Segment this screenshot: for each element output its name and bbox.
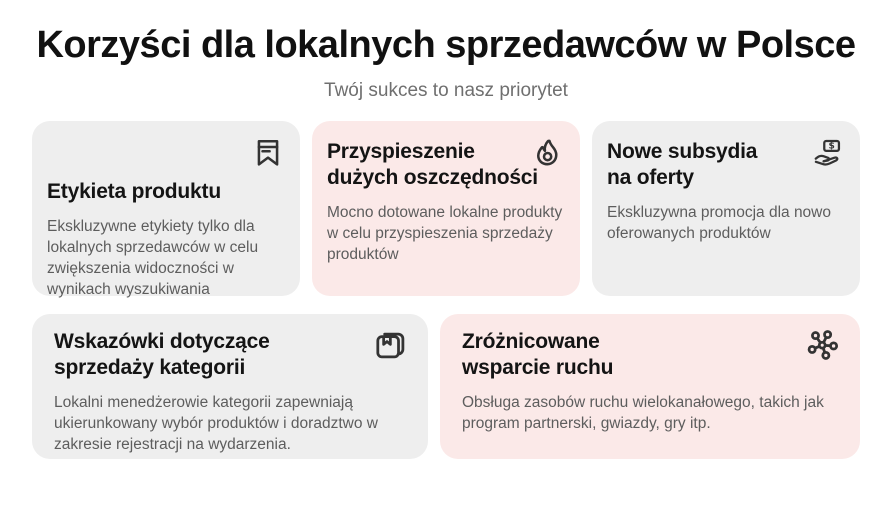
- card-product-label: [32, 121, 300, 296]
- page-subtitle: Twój sukces to nasz priorytet: [324, 79, 568, 101]
- card-body: Ekskluzywne etykiety tylko dla lokalnych sprzedawców w celu zwiększenia widoczności w wynikach wyszukiwania: [47, 217, 259, 298]
- package-book-icon: [373, 328, 408, 363]
- network-nodes-icon: [805, 328, 840, 363]
- card-title: Wskazówki dotyczące sprzedaży kategorii: [54, 329, 270, 379]
- cards-row-bottom: [32, 314, 860, 459]
- flame-icon: [532, 137, 564, 169]
- card-body: Ekskluzywna promocja dla nowo oferowanych produktów: [607, 204, 831, 243]
- svg-text:$: $: [828, 141, 835, 152]
- hand-money-icon: [812, 137, 844, 169]
- card-body: Lokalni menedżerowie kategorii zapewniają ukierunkowany wybór produktów i doradztwo w zakresie rejestracji na wydarzenia.: [54, 394, 378, 454]
- page-title: Korzyści dla lokalnych sprzedawców w Polsce: [36, 24, 856, 66]
- bookmark-label-icon: [252, 137, 284, 169]
- card-category-tips: [32, 314, 428, 459]
- card-new-subsidies: [592, 121, 860, 296]
- card-title: Nowe subsydia na oferty: [607, 139, 758, 189]
- card-title: Etykieta produktu: [47, 179, 221, 203]
- card-body: Obsługa zasobów ruchu wielokanałowego, takich jak program partnerski, gwiazdy, gry itp.: [462, 394, 824, 433]
- card-traffic-support: [440, 314, 860, 459]
- benefits-page: [32, 24, 860, 459]
- cards-row-top: [32, 121, 860, 296]
- card-title: Przyspieszenie dużych oszczędności: [327, 139, 538, 189]
- card-title: Zróżnicowane wsparcie ruchu: [462, 329, 614, 379]
- card-savings-acceleration: [312, 121, 580, 296]
- card-body: Mocno dotowane lokalne produkty w celu przyspieszenia sprzedaży produktów: [327, 204, 563, 264]
